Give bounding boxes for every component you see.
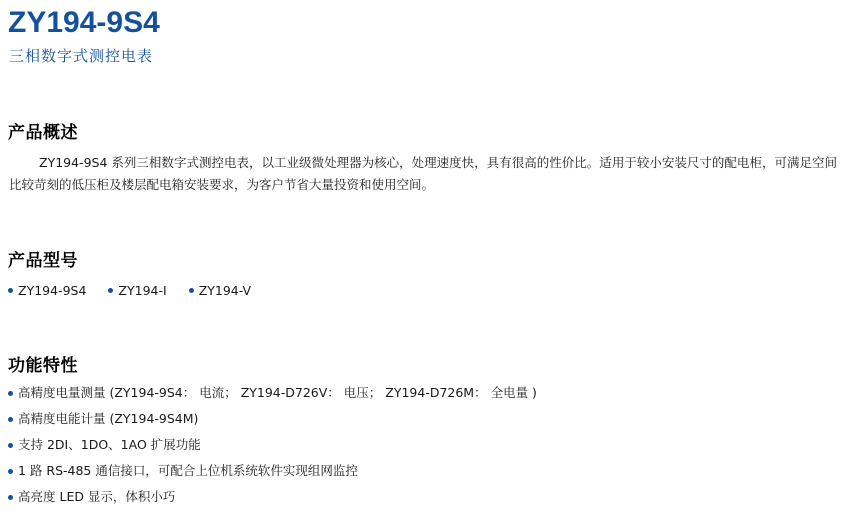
list-item (8, 489, 838, 505)
list-item (8, 463, 838, 479)
bullet-icon (8, 417, 13, 422)
feature-label: 支持 2DI、1DO、1AO 扩展功能 (18, 437, 201, 452)
model-list (8, 283, 273, 298)
feature-label: 高精度电能计量 (ZY194-9S4M) (18, 411, 199, 426)
feature-label: 高精度电量测量 (ZY194-9S4： 电流； ZY194-D726V： 电压； ZY194-D726M： 全电量 ) (18, 385, 537, 400)
model-label: ZY194-V (198, 283, 252, 298)
bullet-icon (189, 288, 194, 293)
bullet-icon (8, 469, 13, 474)
list-item (8, 385, 838, 401)
bullet-icon (8, 391, 13, 396)
features-list (8, 385, 838, 515)
product-subtitle: 三相数字式测控电表 (9, 47, 154, 65)
section-heading-overview: 产品概述 (8, 123, 78, 143)
page-title: ZY194-9S4 (8, 6, 160, 39)
model-label: ZY194-9S4 (18, 283, 87, 298)
list-item (8, 411, 838, 427)
list-item (8, 283, 86, 298)
list-item (8, 437, 838, 453)
overview-text: ZY194-9S4 系列三相数字式测控电表，以工业级微处理器为核心，处理速度快，具有很高的性价比。适用于较小安装尺寸的配电柜，可满足空间比较苛刻的低压柜及楼层配电箱安装要求，为客户节省大量投资和使用空间。 (9, 155, 837, 192)
section-heading-model: 产品型号 (8, 251, 78, 271)
section-body-overview (9, 152, 837, 196)
bullet-icon (8, 495, 13, 500)
list-item (108, 283, 166, 298)
feature-label: 1 路 RS-485 通信接口，可配合上位机系统软件实现组网监控 (18, 463, 358, 478)
model-label: ZY194-I (118, 283, 167, 298)
bullet-icon (8, 288, 13, 293)
section-heading-features: 功能特性 (8, 356, 78, 376)
bullet-icon (108, 288, 113, 293)
feature-label: 高亮度 LED 显示，体积小巧 (18, 489, 176, 504)
bullet-icon (8, 443, 13, 448)
list-item (189, 283, 251, 298)
